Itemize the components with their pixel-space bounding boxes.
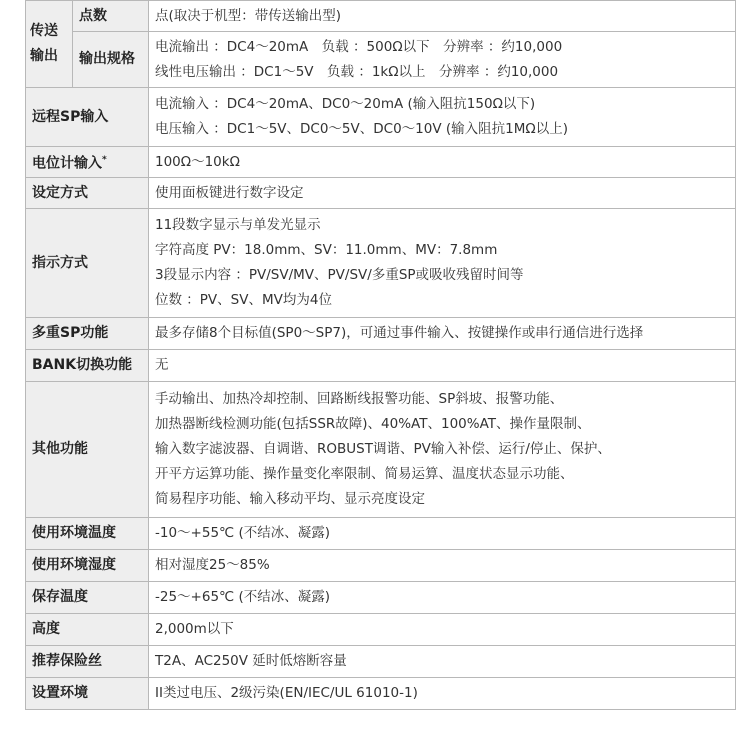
row-label-setting-method: 设定方式 (26, 178, 149, 209)
table-row (26, 678, 736, 710)
value-storage-temp: -25～+65℃ (不结冰、凝露) (149, 582, 736, 614)
value-line: 位数 ：PV、SV、MV均为4位 (155, 292, 332, 308)
row-label-storage-temp: 保存温度 (26, 582, 149, 614)
footnote-mark: * (102, 154, 107, 165)
value-remote-sp (149, 88, 736, 147)
value-ambient-temp: -10～+55℃ (不结冰、凝露) (149, 518, 736, 550)
sub-label-points: 点数 (73, 1, 149, 32)
table-row (26, 209, 736, 318)
row-label-line: 传送 (30, 23, 58, 39)
row-label-remote-sp: 远程SP输入 (26, 88, 149, 147)
row-label-transmit-output (26, 1, 73, 88)
value-multi-sp: 最多存储8个目标值(SP0～SP7)，可通过事件输入、按键操作或串行通信进行选择 (149, 318, 736, 350)
value-setting-method: 使用面板键进行数字设定 (149, 178, 736, 209)
value-ambient-humidity: 相对湿度25～85% (149, 550, 736, 582)
row-label-install-env: 设置环境 (26, 678, 149, 710)
table-row (26, 550, 736, 582)
value-install-env: II类过电压、2级污染(EN/IEC/UL 61010-1) (149, 678, 736, 710)
table-row (26, 88, 736, 147)
table-row (26, 178, 736, 209)
row-label-ambient-humidity: 使用环境湿度 (26, 550, 149, 582)
value-line: 电流输入 ：DC4～20mA、DC0～20mA (输入阻抗150Ω以下) (155, 96, 536, 112)
value-other-functions (149, 382, 736, 518)
value-fuse: T2A、AC250V 延时低熔断容量 (149, 646, 736, 678)
table-row (26, 32, 736, 88)
value-line: 加热器断线检测功能(包括SSR故障)、40%AT、100%AT、操作量限制、 (155, 416, 591, 432)
value-bank-switch: 无 (149, 350, 736, 382)
table-row (26, 147, 736, 178)
table-row (26, 582, 736, 614)
value-line: 手动输出、加热冷却控制、回路断线报警功能、SP斜坡、报警功能、 (155, 391, 564, 407)
row-label-bank-switch: BANK切换功能 (26, 350, 149, 382)
table-row (26, 382, 736, 518)
row-label-fuse: 推荐保险丝 (26, 646, 149, 678)
row-label-multi-sp: 多重SP功能 (26, 318, 149, 350)
value-line: 简易程序功能、输入移动平均、显示亮度设定 (155, 491, 425, 507)
row-label-display-method: 指示方式 (26, 209, 149, 318)
value-output-spec (149, 32, 736, 88)
value-points: 点(取决于机型：带传送输出型) (149, 1, 736, 32)
table-row (26, 318, 736, 350)
row-label-text: 电位计输入 (32, 155, 102, 172)
row-label-altitude: 高度 (26, 614, 149, 646)
value-display-method (149, 209, 736, 318)
table-row (26, 646, 736, 678)
value-line: 输入数字滤波器、自调谐、ROBUST调谐、PV输入补偿、运行/停止、保护、 (155, 441, 611, 457)
row-label-ambient-temp: 使用环境温度 (26, 518, 149, 550)
value-line: 电压输入 ：DC1～5V、DC0～5V、DC0～10V (输入阻抗1MΩ以上) (155, 121, 568, 137)
sub-label-output-spec: 输出规格 (73, 32, 149, 88)
spec-table (25, 0, 736, 710)
row-label-line: 输出 (30, 48, 58, 64)
value-line: 线性电压输出 ：DC1～5V 负载 ：1kΩ以上 分辨率 ：约10,000 (155, 63, 559, 80)
row-label-potentiometer (26, 147, 149, 178)
value-line: 11段数字显示与单发光显示 (155, 217, 321, 233)
value-altitude: 2,000m以下 (149, 614, 736, 646)
value-line: 字符高度 PV：18.0mm、SV：11.0mm、MV：7.8mm (155, 242, 498, 258)
value-potentiometer: 100Ω～10kΩ (149, 147, 736, 178)
row-label-other-functions: 其他功能 (26, 382, 149, 518)
value-line: 开平方运算功能、操作量变化率限制、简易运算、温度状态显示功能、 (155, 466, 574, 482)
table-row (26, 1, 736, 32)
value-line: 3段显示内容 ：PV/SV/MV、PV/SV/多重SP或吸收残留时间等 (155, 267, 524, 283)
table-row (26, 614, 736, 646)
table-row (26, 518, 736, 550)
value-line: 电流输出 ：DC4～20mA 负载 ：500Ω以下 分辨率 ：约10,000 (155, 38, 563, 55)
table-row (26, 350, 736, 382)
